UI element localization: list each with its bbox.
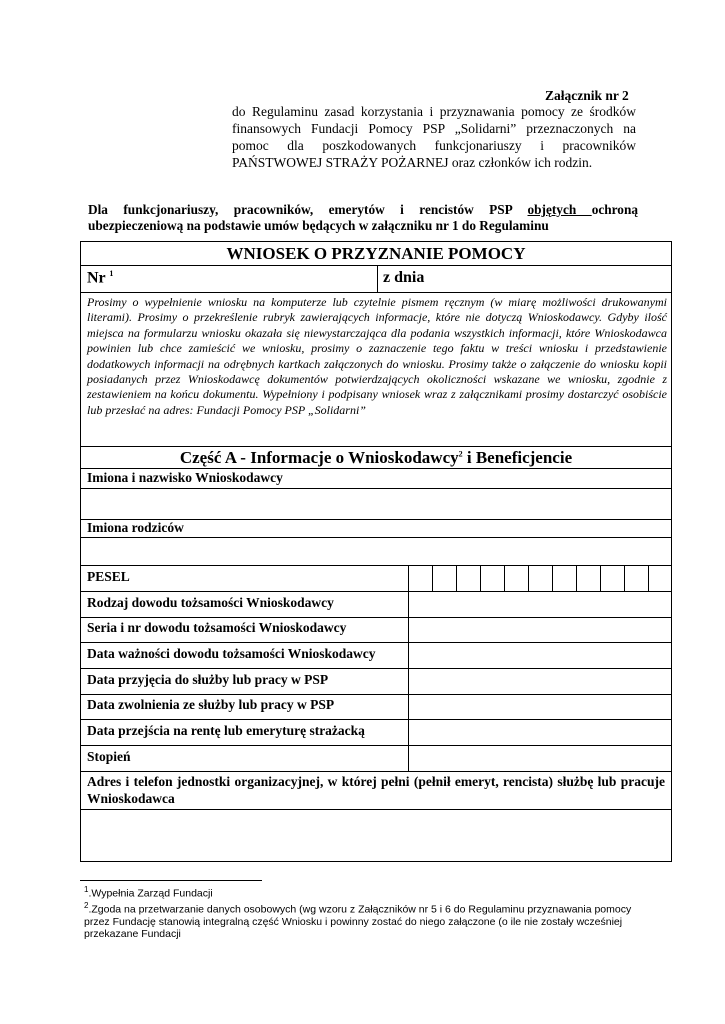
number-field[interactable] xyxy=(87,269,113,287)
footnote-2 xyxy=(84,900,644,941)
pesel-digit-box[interactable] xyxy=(648,566,649,591)
id-number-row xyxy=(81,618,671,643)
pesel-label: PESEL xyxy=(87,569,130,584)
pesel-digit-box[interactable] xyxy=(528,566,529,591)
retire-date-input[interactable] xyxy=(409,720,671,745)
audience-statement xyxy=(88,202,638,234)
rank-input[interactable] xyxy=(409,746,671,771)
pesel-digit-box[interactable] xyxy=(456,566,457,591)
section-a-title-end: i Beneficjencie xyxy=(462,448,573,467)
pesel-digit-box[interactable] xyxy=(480,566,481,591)
date-field[interactable] xyxy=(383,269,424,287)
instructions-row xyxy=(81,293,671,447)
pesel-digit-box[interactable] xyxy=(576,566,577,591)
hire-date-input[interactable] xyxy=(409,669,671,694)
footnote-separator xyxy=(80,880,262,881)
audience-line-1-end: ochroną xyxy=(591,202,638,217)
retire-date-row xyxy=(81,720,671,746)
id-type-row xyxy=(81,592,671,618)
footnote-2-mark: 2 xyxy=(84,900,89,910)
applicant-name-label-row xyxy=(81,469,671,489)
hire-date-row xyxy=(81,669,671,695)
footnote-1 xyxy=(84,884,644,900)
id-expiry-label: Data ważności dowodu tożsamości Wnioskodawcy xyxy=(87,646,376,661)
unit-label: Adres i telefon jednostki organizacyjnej, w której pełni (pełnił emeryt, rencista) służbę lub pracuje Wnioskodawca xyxy=(87,774,665,806)
pesel-digit-box[interactable] xyxy=(432,566,433,591)
id-type-label: Rodzaj dowodu tożsamości Wnioskodawcy xyxy=(87,595,334,610)
retire-date-label: Data przejścia na rentę lub emeryturę strażacką xyxy=(87,723,365,738)
applicant-name-input[interactable] xyxy=(81,489,671,520)
form-title-row xyxy=(81,242,671,266)
pesel-digit-box[interactable] xyxy=(408,566,409,591)
hire-date-label: Data przyjęcia do służby lub pracy w PSP xyxy=(87,672,329,687)
footnote-1-mark: 1 xyxy=(84,885,89,894)
rank-row xyxy=(81,746,671,772)
pesel-digit-box[interactable] xyxy=(600,566,601,591)
id-number-label: Seria i nr dowodu tożsamości Wnioskodawcy xyxy=(87,620,347,635)
audience-line-1 xyxy=(88,202,638,218)
id-type-input[interactable] xyxy=(409,592,671,617)
applicant-name-label: Imiona i nazwisko Wnioskodawcy xyxy=(87,470,283,485)
pesel-digit-box[interactable] xyxy=(624,566,625,591)
form-title: WNIOSEK O PRZYZNANIE POMOCY xyxy=(226,244,526,263)
annex-description: do Regulaminu zasad korzystania i przyznawania pomocy ze środków finansowych Fundacji Pomocy PSP „Solidarni” przeznaczonych na pomoc dla poszkodowanych funkcjonariuszy i pracowników PAŃSTWOWEJ STRAŻY POŻARNEJ oraz członków ich rodzin. xyxy=(232,104,636,170)
rank-label: Stopień xyxy=(87,749,131,764)
footnote-2-ref: 2 xyxy=(458,449,463,459)
pesel-boxes[interactable] xyxy=(408,566,672,591)
section-a-title: Część A - Informacje o Wnioskodawcy xyxy=(179,448,459,467)
section-a-heading xyxy=(81,448,671,468)
release-date-input[interactable] xyxy=(409,695,671,719)
footnotes xyxy=(84,884,644,941)
release-date-row xyxy=(81,695,671,720)
number-label: Nr xyxy=(87,269,106,287)
date-label: z dnia xyxy=(383,269,425,286)
release-date-label: Data zwolnienia ze służby lub pracy w PSP xyxy=(87,697,335,712)
audience-line-1-start: Dla funkcjonariuszy, pracowników, emerytów i rencistów PSP xyxy=(88,202,528,217)
id-expiry-row xyxy=(81,643,671,669)
parents-label: Imiona rodziców xyxy=(87,520,184,535)
unit-input[interactable] xyxy=(81,810,671,861)
unit-label-row xyxy=(81,772,671,810)
footnote-1-text: .Wypełnia Zarząd Fundacji xyxy=(88,887,213,900)
section-a-row xyxy=(81,447,671,469)
pesel-digit-box[interactable] xyxy=(504,566,505,591)
parents-input[interactable] xyxy=(81,538,671,566)
id-number-input[interactable] xyxy=(409,618,671,642)
pesel-row xyxy=(81,566,671,592)
audience-underlined-word: objętych xyxy=(527,202,592,217)
instructions-text: Prosimy o wypełnienie wniosku na komputerze lub czytelnie pismem ręcznym (w miarę możliwości drukowanymi literami). Prosimy o przekreślenie rubryk zawierających informacje, które nie dotyczą Wnioskodawcy. Gdyby ilość miejsca na formularzu wniosku okazała się niewystarczająca dla podania wszystkich informacji, które Wnioskodawca powinien lub chce zamieścić we wniosku, prosimy o zaznaczenie tego faktu w treści wniosku i przedstawienie dodatkowych informacji na odrębnych kartkach załączonych do wniosku. Prosimy także o załączenie do wniosku kopii posiadanych przez Wnioskodawcę dokumentów potwierdzających okoliczności wskazane we wniosku, zgodnie z zestawieniem na końcu dokumentu. Wypełniony i podpisany wniosek wraz z załącznikami prosimy dostarczyć osobiście lub przesłać na adres: Fundacji Pomocy PSP „Solidarni” xyxy=(87,295,667,417)
parents-label-row xyxy=(81,520,671,538)
footnote-2-text: .Zgoda na przetwarzanie danych osobowych (wg wzoru z Załączników nr 5 i 6 do Regulaminu przyznawania pomocy przez Fundację stanowią integralną część Wniosku i powinny zostać do niego załączone (o ile nie zostały wcześniej przekazane Fundacji xyxy=(84,903,632,941)
annex-title: Załącznik nr 2 xyxy=(545,88,629,103)
pesel-digit-box[interactable] xyxy=(552,566,553,591)
footnote-1-ref: 1 xyxy=(109,269,114,278)
id-expiry-input[interactable] xyxy=(409,643,671,668)
number-date-row xyxy=(81,266,671,293)
application-form xyxy=(80,241,672,862)
audience-line-2: ubezpieczeniową na podstawie umów będących w załączniku nr 1 do Regulaminu xyxy=(88,218,549,233)
